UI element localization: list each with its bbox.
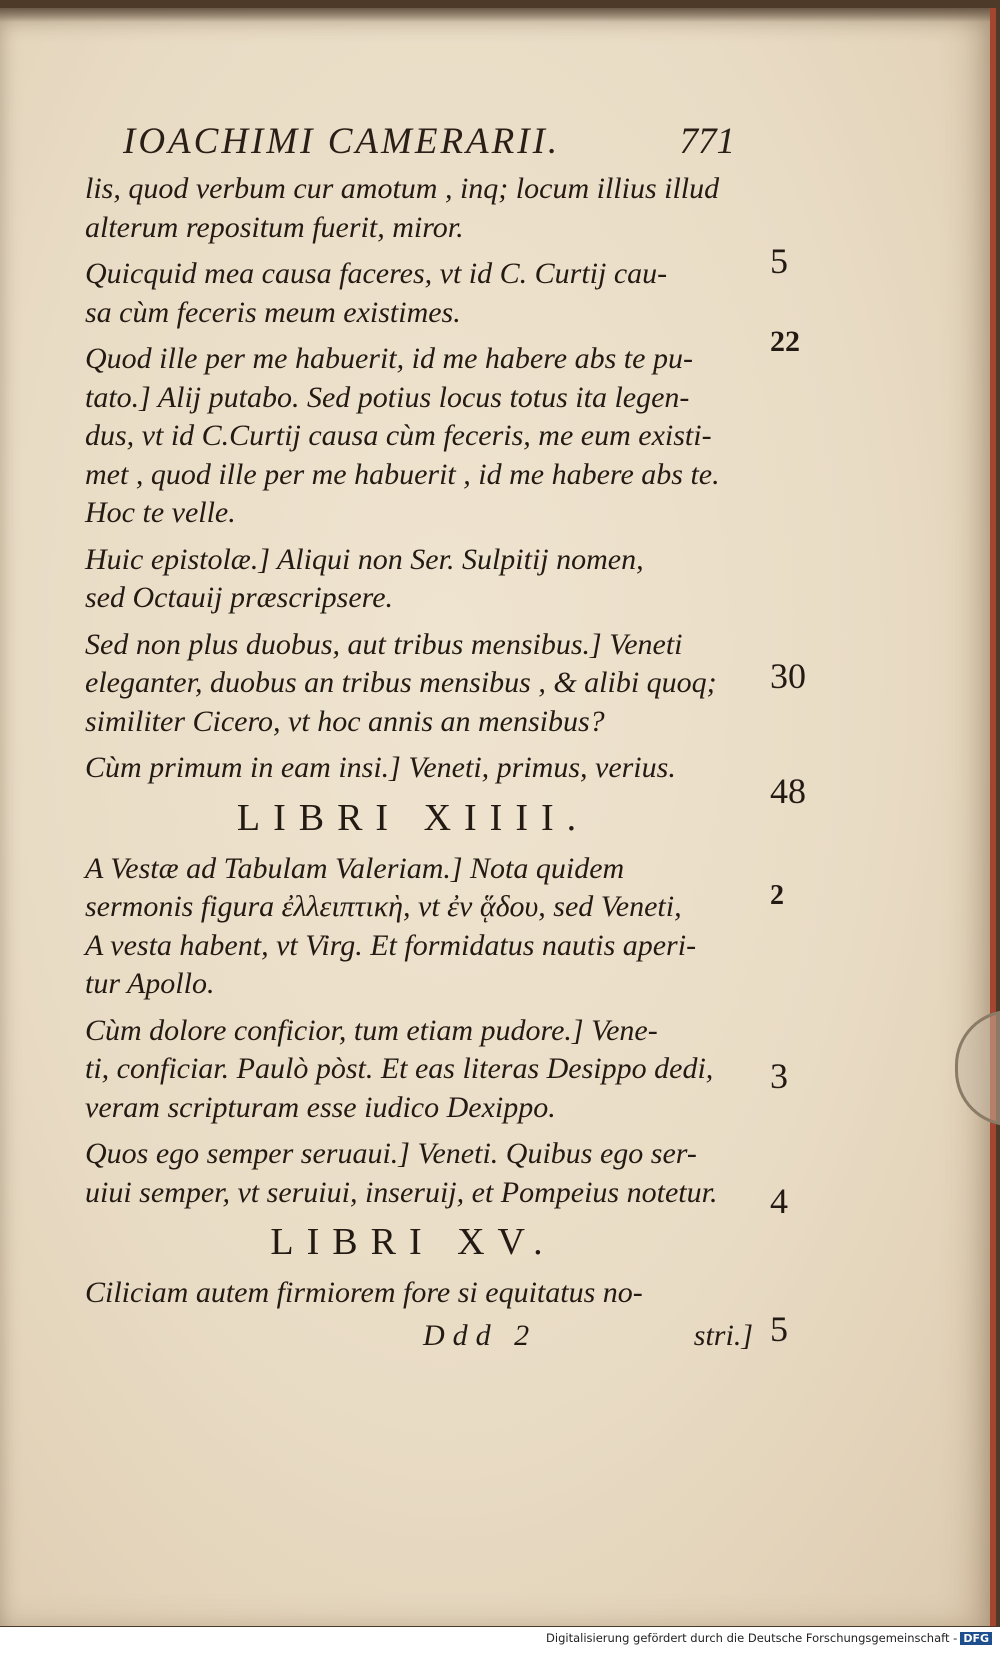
margin-number: 5 [770, 1309, 788, 1349]
paragraph [85, 541, 741, 618]
paragraph [85, 626, 741, 742]
margin-line-numbers [770, 0, 840, 1600]
dfg-logo: DFG [960, 1632, 992, 1645]
signature-mark: Ddd 2 [423, 1318, 538, 1352]
paragraph [85, 170, 741, 247]
paragraph [85, 340, 741, 533]
text-line: A Vestæ ad Tabulam Valeriam.] Nota quidem [85, 851, 625, 885]
text-line: similiter Cicero, vt hoc annis an mensibus? [85, 704, 605, 738]
paragraph [85, 1012, 741, 1128]
text-line: met , quod ille per me habuerit , id me habere abs te. [85, 457, 720, 491]
paragraph [85, 255, 741, 332]
margin-number: 22 [770, 325, 800, 358]
main-text [85, 170, 753, 1357]
text-line: Quod ille per me habuerit, id me habere abs te pu- [85, 342, 693, 375]
text-line: sa cùm feceris meum existimes. [85, 295, 461, 329]
text-line: tur Apollo. [85, 967, 215, 1000]
margin-number: 30 [770, 656, 806, 696]
text-line: sermonis figura ἐλλειπτικὴ, vt ἐν ᾅδου, sed Veneti, [85, 890, 682, 923]
paragraph [85, 850, 741, 1004]
page-number: 771 [679, 121, 735, 162]
margin-number: 2 [770, 880, 784, 911]
margin-number: 3 [770, 1056, 788, 1096]
running-title: IOACHIMI CAMERARII. [123, 121, 561, 162]
text-line: Quicquid mea causa faceres, vt id C. Curtij cau- [85, 257, 668, 290]
text-line: Sed non plus duobus, aut tribus mensibus.] Veneti [85, 627, 683, 661]
margin-number: 48 [770, 771, 806, 811]
section-heading: LIBRI XV. [270, 1221, 556, 1263]
text-line: uiui semper, vt seruiui, inseruij, et Pompeius notetur. [85, 1175, 718, 1209]
margin-number: 4 [770, 1181, 788, 1221]
text-line: lis, quod verbum cur amotum , inq; locum illius illud [85, 172, 720, 205]
text-line: ti, conficiar. Paulò pòst. Et eas literas Desippo dedi, [85, 1052, 714, 1085]
text-line: Cùm dolore conficior, tum etiam pudore.] Vene- [85, 1013, 658, 1047]
text-line: dus, vt id C.Curtij causa cùm feceris, me eum existi- [85, 419, 712, 452]
margin-number: 5 [770, 241, 788, 281]
text-line: Ciliciam autem firmiorem fore si equitatus no- [85, 1276, 643, 1309]
text-line: tato.] Alij putabo. Sed potius locus totus ita legen- [85, 380, 690, 414]
catchword: stri.] [693, 1318, 753, 1352]
catchline [85, 1317, 753, 1357]
credit-text: Digitalisierung gefördert durch die Deutsche Forschungsgemeinschaft - [546, 1631, 958, 1645]
text-line: Quos ego semper seruaui.] Veneti. Quibus ego ser- [85, 1137, 697, 1170]
section-heading: LIBRI XIIII. [236, 796, 590, 839]
text-line: sed Octauij præscripsere. [85, 581, 394, 614]
text-line: A vesta habent, vt Virg. Et formidatus nautis aperi- [85, 928, 697, 962]
text-line: veram scripturam esse iudico Dexippo. [85, 1090, 556, 1124]
running-header [123, 120, 735, 168]
digitization-credit [546, 1631, 992, 1645]
text-line: alterum repositum fuerit, miror. [85, 210, 464, 244]
paragraph [85, 1135, 741, 1212]
text-line: eleganter, duobus an tribus mensibus , & alibi quoq; [85, 666, 717, 699]
text-line: Cùm primum in eam insi.] Veneti, primus, verius. [85, 751, 676, 784]
paragraph [85, 749, 741, 788]
text-line: Hoc te velle. [85, 496, 236, 529]
text-line: Huic epistolæ.] Aliqui non Ser. Sulpitij nomen, [85, 542, 644, 576]
page-edge-shadow [0, 8, 990, 22]
paragraph [85, 1274, 741, 1313]
